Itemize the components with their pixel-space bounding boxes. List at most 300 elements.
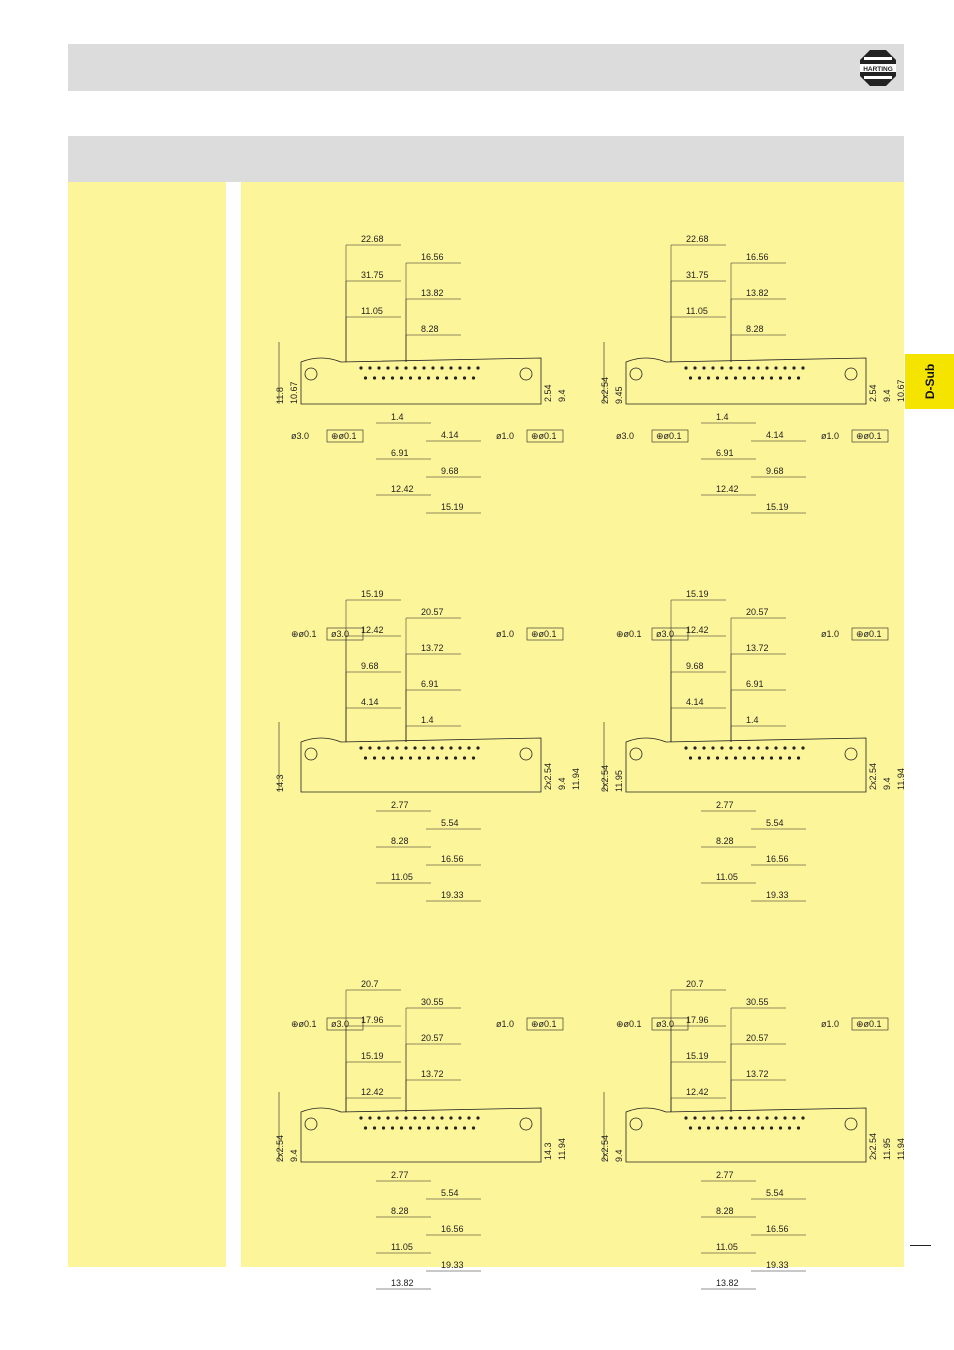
mounting-hole xyxy=(845,368,857,380)
pin-hole xyxy=(729,366,732,369)
pin-hole xyxy=(797,756,800,759)
mounting-hole xyxy=(520,368,532,380)
tolerance-callout: ⊕ø0.1 xyxy=(856,431,882,441)
pin-hole xyxy=(373,1126,376,1129)
mounting-hole xyxy=(630,368,642,380)
pin-hole xyxy=(711,746,714,749)
pin-hole xyxy=(774,1116,777,1119)
pin-hole xyxy=(454,1126,457,1129)
bottom-dimension-label: 6.91 xyxy=(716,448,734,458)
pin-hole xyxy=(427,376,430,379)
pin-hole xyxy=(467,366,470,369)
right-dimension-label: 14.3 xyxy=(543,1142,553,1160)
bottom-dimension-label: 5.54 xyxy=(441,1188,459,1198)
pin-hole xyxy=(427,1126,430,1129)
bottom-dimension-label: 16.56 xyxy=(766,1224,789,1234)
pin-hole xyxy=(386,746,389,749)
section-tab-dsub[interactable] xyxy=(905,354,954,409)
pin-hole xyxy=(698,376,701,379)
pin-hole xyxy=(725,376,728,379)
right-dimension-label: 2x2.54 xyxy=(868,762,878,790)
pin-hole xyxy=(458,366,461,369)
tolerance-callout: ø3.0 xyxy=(616,431,635,441)
pin-hole xyxy=(476,1116,479,1119)
header-bar xyxy=(68,44,904,91)
bottom-dimension-label: 2.77 xyxy=(716,800,734,810)
bottom-dimension-label: 8.28 xyxy=(391,1206,409,1216)
pin-hole xyxy=(440,746,443,749)
left-dimension-label: 9.4 xyxy=(289,1149,299,1162)
title-bar xyxy=(68,136,904,182)
pin-hole xyxy=(756,746,759,749)
pin-hole xyxy=(783,366,786,369)
left-dimension-label: 11.8 xyxy=(275,387,285,404)
pin-hole xyxy=(472,756,475,759)
right-dimension-label: 2x2.54 xyxy=(543,762,553,790)
tolerance-callout: ⊕ø0.1 xyxy=(531,629,557,639)
pin-hole xyxy=(716,756,719,759)
pin-hole xyxy=(395,1116,398,1119)
tolerance-callout: ø3.0 xyxy=(656,629,675,639)
tolerance-callout: ø3.0 xyxy=(291,431,310,441)
connector-outline xyxy=(626,358,866,404)
pin-hole xyxy=(707,376,710,379)
mounting-hole xyxy=(845,1118,857,1130)
tolerance-callout: ø3.0 xyxy=(331,1019,350,1029)
top-dimension-label: 1.4 xyxy=(746,715,759,725)
bottom-dimension-label: 19.33 xyxy=(441,1260,464,1270)
connector-outline xyxy=(301,358,541,404)
pin-hole xyxy=(445,1126,448,1129)
top-dimension-label: 30.55 xyxy=(746,997,769,1007)
left-column xyxy=(68,182,226,1267)
mounting-hole xyxy=(305,1118,317,1130)
top-dimension-label: 12.42 xyxy=(361,1087,384,1097)
connector-drawing-1 xyxy=(275,234,567,513)
tolerance-callout: ø1.0 xyxy=(496,629,515,639)
pin-hole xyxy=(720,1116,723,1119)
pin-hole xyxy=(801,1116,804,1119)
dimension-drawings xyxy=(241,182,906,1288)
bottom-dimension-label: 19.33 xyxy=(766,1260,789,1270)
pin-hole xyxy=(463,756,466,759)
bottom-dimension-label: 11.05 xyxy=(716,1242,738,1252)
pin-hole xyxy=(684,1116,687,1119)
right-dimension-label: 11.94 xyxy=(896,768,906,790)
pin-hole xyxy=(386,366,389,369)
connector-drawing-6 xyxy=(600,979,906,1289)
pin-hole xyxy=(382,376,385,379)
pin-hole xyxy=(463,1126,466,1129)
pin-hole xyxy=(801,366,804,369)
bottom-dimension-label: 4.14 xyxy=(766,430,784,440)
pin-hole xyxy=(449,746,452,749)
pin-hole xyxy=(472,376,475,379)
pin-hole xyxy=(422,746,425,749)
bottom-dimension-label: 12.42 xyxy=(716,484,739,494)
pin-hole xyxy=(409,756,412,759)
top-dimension-label: 15.19 xyxy=(686,589,709,599)
pin-hole xyxy=(752,1126,755,1129)
top-dimension-label: 12.42 xyxy=(686,1087,709,1097)
pin-hole xyxy=(702,366,705,369)
pin-hole xyxy=(409,1126,412,1129)
pin-hole xyxy=(413,1116,416,1119)
top-dimension-label: 13.72 xyxy=(746,643,769,653)
bottom-dimension-label: 15.19 xyxy=(441,502,464,512)
top-dimension-label: 9.68 xyxy=(361,661,379,671)
bottom-dimension-label: 16.56 xyxy=(441,854,464,864)
left-dimension-label: 10.67 xyxy=(289,381,299,404)
pin-hole xyxy=(458,1116,461,1119)
top-dimension-label: 13.72 xyxy=(421,1069,444,1079)
pin-hole xyxy=(783,746,786,749)
pin-hole xyxy=(774,746,777,749)
pin-hole xyxy=(779,376,782,379)
pin-hole xyxy=(436,376,439,379)
pin-hole xyxy=(395,366,398,369)
pin-hole xyxy=(440,366,443,369)
pin-hole xyxy=(373,376,376,379)
bottom-dimension-label: 16.56 xyxy=(766,854,789,864)
pin-hole xyxy=(738,366,741,369)
mounting-hole xyxy=(520,748,532,760)
logo-text: HARTING xyxy=(863,66,893,73)
pin-hole xyxy=(472,1126,475,1129)
pin-hole xyxy=(729,746,732,749)
pin-hole xyxy=(752,756,755,759)
pin-hole xyxy=(467,1116,470,1119)
pin-hole xyxy=(422,366,425,369)
bottom-dimension-label: 1.4 xyxy=(391,412,404,422)
pin-hole xyxy=(413,366,416,369)
mounting-hole xyxy=(630,748,642,760)
bottom-dimension-label: 8.28 xyxy=(716,1206,734,1216)
pin-hole xyxy=(454,376,457,379)
pin-hole xyxy=(734,376,737,379)
bottom-dimension-label: 19.33 xyxy=(441,890,464,900)
bottom-dimension-label: 11.05 xyxy=(391,872,413,882)
page-number-rule xyxy=(910,1245,931,1246)
tolerance-callout: ⊕ø0.1 xyxy=(291,629,317,639)
pin-hole xyxy=(792,366,795,369)
top-dimension-label: 11.05 xyxy=(361,306,383,316)
top-dimension-label: 17.96 xyxy=(686,1015,709,1025)
pin-hole xyxy=(404,746,407,749)
bottom-dimension-label: 16.56 xyxy=(441,1224,464,1234)
pin-hole xyxy=(373,756,376,759)
pin-hole xyxy=(418,376,421,379)
top-dimension-label: 13.72 xyxy=(746,1069,769,1079)
pin-hole xyxy=(400,756,403,759)
top-dimension-label: 9.68 xyxy=(686,661,704,671)
pin-hole xyxy=(368,366,371,369)
pin-hole xyxy=(431,366,434,369)
pin-hole xyxy=(720,746,723,749)
pin-hole xyxy=(382,756,385,759)
pin-hole xyxy=(454,756,457,759)
pin-hole xyxy=(409,376,412,379)
pin-hole xyxy=(467,746,470,749)
left-dimension-label: 14.3 xyxy=(275,774,285,792)
top-dimension-label: 8.28 xyxy=(746,324,764,334)
connector-outline xyxy=(301,738,541,792)
pin-hole xyxy=(707,756,710,759)
pin-hole xyxy=(391,756,394,759)
pin-hole xyxy=(743,1126,746,1129)
pin-hole xyxy=(698,1126,701,1129)
bottom-dimension-label: 5.54 xyxy=(766,818,784,828)
top-dimension-label: 11.05 xyxy=(686,306,708,316)
pin-hole xyxy=(364,376,367,379)
pin-hole xyxy=(413,746,416,749)
right-dimension-label: 9.4 xyxy=(557,777,567,790)
pin-hole xyxy=(716,1126,719,1129)
pin-hole xyxy=(395,746,398,749)
bottom-dimension-label: 5.54 xyxy=(766,1188,784,1198)
bottom-dimension-label: 2.77 xyxy=(391,1170,409,1180)
pin-hole xyxy=(427,756,430,759)
tolerance-callout: ⊕ø0.1 xyxy=(291,1019,317,1029)
pin-hole xyxy=(400,1126,403,1129)
pin-hole xyxy=(458,746,461,749)
pin-hole xyxy=(364,756,367,759)
pin-hole xyxy=(729,1116,732,1119)
pin-hole xyxy=(738,1116,741,1119)
pin-hole xyxy=(761,756,764,759)
mounting-hole xyxy=(305,748,317,760)
right-dimension-label: 2.54 xyxy=(868,384,878,402)
tolerance-callout: ⊕ø0.1 xyxy=(531,1019,557,1029)
pin-hole xyxy=(711,1116,714,1119)
top-dimension-label: 13.82 xyxy=(746,288,769,298)
pin-hole xyxy=(463,376,466,379)
pin-hole xyxy=(391,376,394,379)
bottom-dimension-label: 15.19 xyxy=(766,502,789,512)
pin-hole xyxy=(684,366,687,369)
right-dimension-label: 10.67 xyxy=(896,379,906,402)
pin-hole xyxy=(797,376,800,379)
pin-hole xyxy=(689,1126,692,1129)
pin-hole xyxy=(716,376,719,379)
pin-hole xyxy=(476,746,479,749)
pin-hole xyxy=(445,756,448,759)
tolerance-callout: ⊕ø0.1 xyxy=(616,1019,642,1029)
bottom-dimension-label: 5.54 xyxy=(441,818,459,828)
harting-logo xyxy=(858,48,898,88)
connector-outline xyxy=(626,738,866,792)
pin-hole xyxy=(449,1116,452,1119)
pin-hole xyxy=(418,756,421,759)
right-dimension-label: 11.95 xyxy=(882,1138,892,1160)
pin-hole xyxy=(377,1116,380,1119)
pin-hole xyxy=(765,366,768,369)
mounting-hole xyxy=(630,1118,642,1130)
top-dimension-label: 16.56 xyxy=(746,252,769,262)
pin-hole xyxy=(364,1126,367,1129)
pin-hole xyxy=(693,1116,696,1119)
bottom-dimension-label: 19.33 xyxy=(766,890,789,900)
pin-hole xyxy=(404,366,407,369)
top-dimension-label: 20.57 xyxy=(421,1033,444,1043)
tolerance-callout: ⊕ø0.1 xyxy=(331,431,357,441)
top-dimension-label: 16.56 xyxy=(421,252,444,262)
pin-hole xyxy=(792,1116,795,1119)
mounting-hole xyxy=(845,748,857,760)
top-dimension-label: 31.75 xyxy=(686,270,709,280)
bottom-dimension-label: 1.4 xyxy=(716,412,729,422)
pin-hole xyxy=(476,366,479,369)
pin-hole xyxy=(693,366,696,369)
pin-hole xyxy=(382,1126,385,1129)
connector-drawing-5 xyxy=(275,979,567,1289)
top-dimension-label: 4.14 xyxy=(361,697,379,707)
top-dimension-label: 20.57 xyxy=(746,607,769,617)
bottom-dimension-label: 11.05 xyxy=(391,1242,413,1252)
pin-hole xyxy=(431,1116,434,1119)
connector-outline xyxy=(626,1108,866,1162)
bottom-dimension-label: 2.77 xyxy=(391,800,409,810)
pin-hole xyxy=(689,376,692,379)
pin-hole xyxy=(788,376,791,379)
bottom-dimension-label: 8.28 xyxy=(716,836,734,846)
top-dimension-label: 31.75 xyxy=(361,270,384,280)
bottom-dimension-label: 6.91 xyxy=(391,448,409,458)
pin-hole xyxy=(431,746,434,749)
top-dimension-label: 22.68 xyxy=(361,234,384,244)
right-dimension-label: 11.94 xyxy=(896,1138,906,1160)
bottom-dimension-label: 9.68 xyxy=(766,466,784,476)
top-dimension-label: 20.57 xyxy=(746,1033,769,1043)
pin-hole xyxy=(779,756,782,759)
bottom-dimension-label: 2.77 xyxy=(716,1170,734,1180)
pin-hole xyxy=(436,1126,439,1129)
pin-hole xyxy=(788,756,791,759)
tolerance-callout: ø1.0 xyxy=(821,629,840,639)
pin-hole xyxy=(693,746,696,749)
right-dimension-label: 9.4 xyxy=(882,777,892,790)
pin-hole xyxy=(725,756,728,759)
bottom-dimension-label: 13.82 xyxy=(391,1278,414,1288)
pin-hole xyxy=(422,1116,425,1119)
bottom-dimension-label: 13.82 xyxy=(716,1278,739,1288)
connector-drawing-2 xyxy=(600,234,906,513)
pin-hole xyxy=(743,756,746,759)
bottom-dimension-label: 4.14 xyxy=(441,430,459,440)
pin-hole xyxy=(783,1116,786,1119)
pin-hole xyxy=(797,1126,800,1129)
right-dimension-label: 9.4 xyxy=(557,389,567,402)
pin-hole xyxy=(761,1126,764,1129)
pin-hole xyxy=(702,1116,705,1119)
pin-hole xyxy=(445,376,448,379)
top-dimension-label: 20.7 xyxy=(361,979,379,989)
pin-hole xyxy=(707,1126,710,1129)
tolerance-callout: ø1.0 xyxy=(496,1019,515,1029)
pin-hole xyxy=(368,746,371,749)
pin-hole xyxy=(702,746,705,749)
connector-drawing-4 xyxy=(600,589,906,901)
pin-hole xyxy=(689,756,692,759)
top-dimension-label: 13.82 xyxy=(421,288,444,298)
pin-hole xyxy=(738,746,741,749)
bottom-dimension-label: 12.42 xyxy=(391,484,414,494)
connector-drawing-3 xyxy=(275,589,581,901)
pin-hole xyxy=(698,756,701,759)
top-dimension-label: 15.19 xyxy=(686,1051,709,1061)
top-dimension-label: 12.42 xyxy=(361,625,384,635)
pin-hole xyxy=(765,1116,768,1119)
pin-hole xyxy=(391,1126,394,1129)
pin-hole xyxy=(436,756,439,759)
pin-hole xyxy=(377,366,380,369)
pin-hole xyxy=(752,376,755,379)
bottom-dimension-label: 9.68 xyxy=(441,466,459,476)
pin-hole xyxy=(359,366,362,369)
top-dimension-label: 20.7 xyxy=(686,979,704,989)
pin-hole xyxy=(792,746,795,749)
tolerance-callout: ⊕ø0.1 xyxy=(656,431,682,441)
top-dimension-label: 1.4 xyxy=(421,715,434,725)
pin-hole xyxy=(747,366,750,369)
right-dimension-label: 11.94 xyxy=(571,768,581,790)
top-dimension-label: 30.55 xyxy=(421,997,444,1007)
pin-hole xyxy=(756,366,759,369)
pin-hole xyxy=(440,1116,443,1119)
pin-hole xyxy=(377,746,380,749)
pin-hole xyxy=(404,1116,407,1119)
left-dimension-label: 2x2.54 xyxy=(600,1134,610,1162)
pin-hole xyxy=(400,376,403,379)
top-dimension-label: 15.19 xyxy=(361,589,384,599)
pin-hole xyxy=(359,1116,362,1119)
top-dimension-label: 6.91 xyxy=(746,679,764,689)
tolerance-callout: ø1.0 xyxy=(821,431,840,441)
pin-hole xyxy=(734,756,737,759)
pin-hole xyxy=(359,746,362,749)
top-dimension-label: 17.96 xyxy=(361,1015,384,1025)
pin-hole xyxy=(368,1116,371,1119)
pin-hole xyxy=(761,376,764,379)
tolerance-callout: ⊕ø0.1 xyxy=(616,629,642,639)
pin-hole xyxy=(734,1126,737,1129)
top-dimension-label: 8.28 xyxy=(421,324,439,334)
left-dimension-label: 2x2.54 xyxy=(600,764,610,792)
left-dimension-label: 9.4 xyxy=(614,1149,624,1162)
top-dimension-label: 15.19 xyxy=(361,1051,384,1061)
top-dimension-label: 22.68 xyxy=(686,234,709,244)
tolerance-callout: ø3.0 xyxy=(331,629,350,639)
pin-hole xyxy=(788,1126,791,1129)
pin-hole xyxy=(725,1126,728,1129)
tolerance-callout: ⊕ø0.1 xyxy=(856,629,882,639)
bottom-dimension-label: 11.05 xyxy=(716,872,738,882)
tolerance-callout: ø1.0 xyxy=(821,1019,840,1029)
top-dimension-label: 6.91 xyxy=(421,679,439,689)
left-dimension-label: 2x2.54 xyxy=(600,376,610,404)
pin-hole xyxy=(770,1126,773,1129)
top-dimension-label: 12.42 xyxy=(686,625,709,635)
pin-hole xyxy=(770,376,773,379)
right-dimension-label: 2x2.54 xyxy=(868,1132,878,1160)
bottom-dimension-label: 8.28 xyxy=(391,836,409,846)
tolerance-callout: ø3.0 xyxy=(656,1019,675,1029)
left-dimension-label: 9.45 xyxy=(614,386,624,404)
mounting-hole xyxy=(520,1118,532,1130)
pin-hole xyxy=(684,746,687,749)
pin-hole xyxy=(711,366,714,369)
right-dimension-label: 2.54 xyxy=(543,384,553,402)
